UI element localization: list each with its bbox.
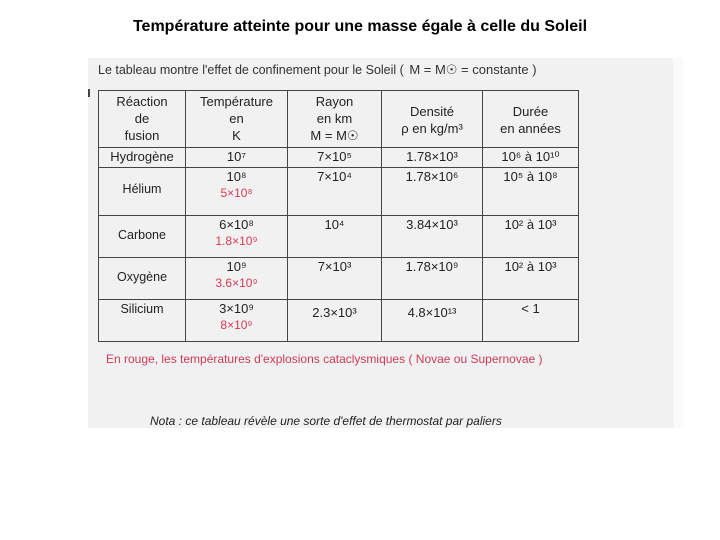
cell-element (99, 300, 186, 342)
cell-density (382, 148, 483, 168)
radius-value: 7×10³ (317, 259, 352, 274)
header-reaction (99, 91, 186, 148)
header-line: fusion (124, 128, 160, 143)
header-radius (288, 91, 382, 148)
explosion-temperature-value: 1.8×10⁹ (215, 234, 258, 248)
table-row (99, 216, 579, 258)
cell-duration (483, 148, 579, 168)
density-value: 4.8×10¹³ (407, 305, 457, 320)
header-line: Température (200, 94, 273, 109)
scanned-table-image (88, 58, 683, 428)
table-row (99, 300, 579, 342)
explosion-temperature-value: 8×10⁹ (220, 318, 253, 332)
radius-value: 7×10⁵ (317, 149, 352, 164)
cell-temperature (186, 148, 288, 168)
element-name: Carbone (118, 228, 166, 242)
cell-temperature (186, 168, 288, 216)
header-line: en km (316, 111, 353, 126)
scan-edge (673, 58, 683, 428)
density-value: 1.78×10⁹ (405, 259, 459, 274)
red-legend-note: En rouge, les températures d'explosions cataclysmiques ( Novae ou Supernovae ) (106, 352, 543, 366)
density-value: 1.78×10⁶ (405, 169, 459, 184)
temperature-value: 6×10⁸ (219, 217, 254, 232)
header-duration (483, 91, 579, 148)
element-name: Hydrogène (110, 149, 174, 164)
table-row (99, 168, 579, 216)
duration-value: 10² à 10³ (504, 217, 557, 232)
table-header-row (99, 91, 579, 148)
cell-element (99, 148, 186, 168)
temperature-value: 10⁷ (226, 149, 247, 164)
density-value: 3.84×10³ (406, 217, 458, 232)
cell-radius (288, 216, 382, 258)
element-name: Silicium (120, 302, 164, 316)
cell-duration (483, 300, 579, 342)
intro-text: Le tableau montre l'effet de confinement pour le Soleil ( (98, 63, 404, 77)
header-line: Durée (512, 104, 549, 119)
header-line: Densité (409, 104, 455, 119)
explosion-temperature-value: 3.6×10⁹ (215, 276, 258, 290)
cell-temperature (186, 300, 288, 342)
cell-radius (288, 258, 382, 300)
cell-element (99, 168, 186, 216)
cell-duration (483, 168, 579, 216)
cell-radius (288, 300, 382, 342)
duration-value: 10⁵ à 10⁸ (503, 169, 558, 184)
cell-radius (288, 148, 382, 168)
header-line: ρ en kg/m³ (401, 121, 463, 136)
header-line: en années (500, 121, 561, 136)
cell-duration (483, 258, 579, 300)
page-title: Température atteinte pour une masse égale à celle du Soleil (132, 18, 588, 35)
header-line: Rayon (315, 94, 354, 109)
intro-formula: M = M☉ = constante ) (409, 62, 537, 77)
element-name: Oxygène (116, 270, 168, 284)
element-name: Hélium (122, 182, 162, 196)
cell-density (382, 300, 483, 342)
table-row (99, 148, 579, 168)
cell-density (382, 216, 483, 258)
cell-duration (483, 216, 579, 258)
radius-value: 10⁴ (324, 217, 345, 232)
header-line: Réaction (116, 94, 168, 109)
intro-line (98, 62, 537, 78)
header-line: K (232, 128, 241, 143)
temperature-value: 10⁹ (226, 259, 247, 274)
header-density (382, 91, 483, 148)
cell-radius (288, 168, 382, 216)
duration-value: 10⁶ à 10¹⁰ (501, 149, 560, 164)
thermostat-note: Nota : ce tableau révèle une sorte d'effet de thermostat par paliers (150, 414, 502, 428)
cell-density (382, 168, 483, 216)
header-line: M = M☉ (310, 128, 359, 143)
cell-temperature (186, 216, 288, 258)
density-value: 1.78×10³ (406, 149, 458, 164)
temperature-value: 10⁸ (226, 169, 247, 184)
scan-mark (88, 89, 90, 97)
header-line: de (134, 111, 150, 126)
duration-value: 10² à 10³ (504, 259, 557, 274)
explosion-temperature-value: 5×10⁸ (220, 186, 253, 200)
cell-density (382, 258, 483, 300)
temperature-value: 3×10⁹ (219, 301, 254, 316)
table-row (99, 258, 579, 300)
header-temperature (186, 91, 288, 148)
radius-value: 2.3×10³ (312, 305, 357, 320)
radius-value: 7×10⁴ (317, 169, 352, 184)
cell-element (99, 216, 186, 258)
cell-element (99, 258, 186, 300)
fusion-table (98, 90, 579, 342)
cell-temperature (186, 258, 288, 300)
duration-value: < 1 (521, 301, 540, 316)
header-line: en (229, 111, 244, 126)
